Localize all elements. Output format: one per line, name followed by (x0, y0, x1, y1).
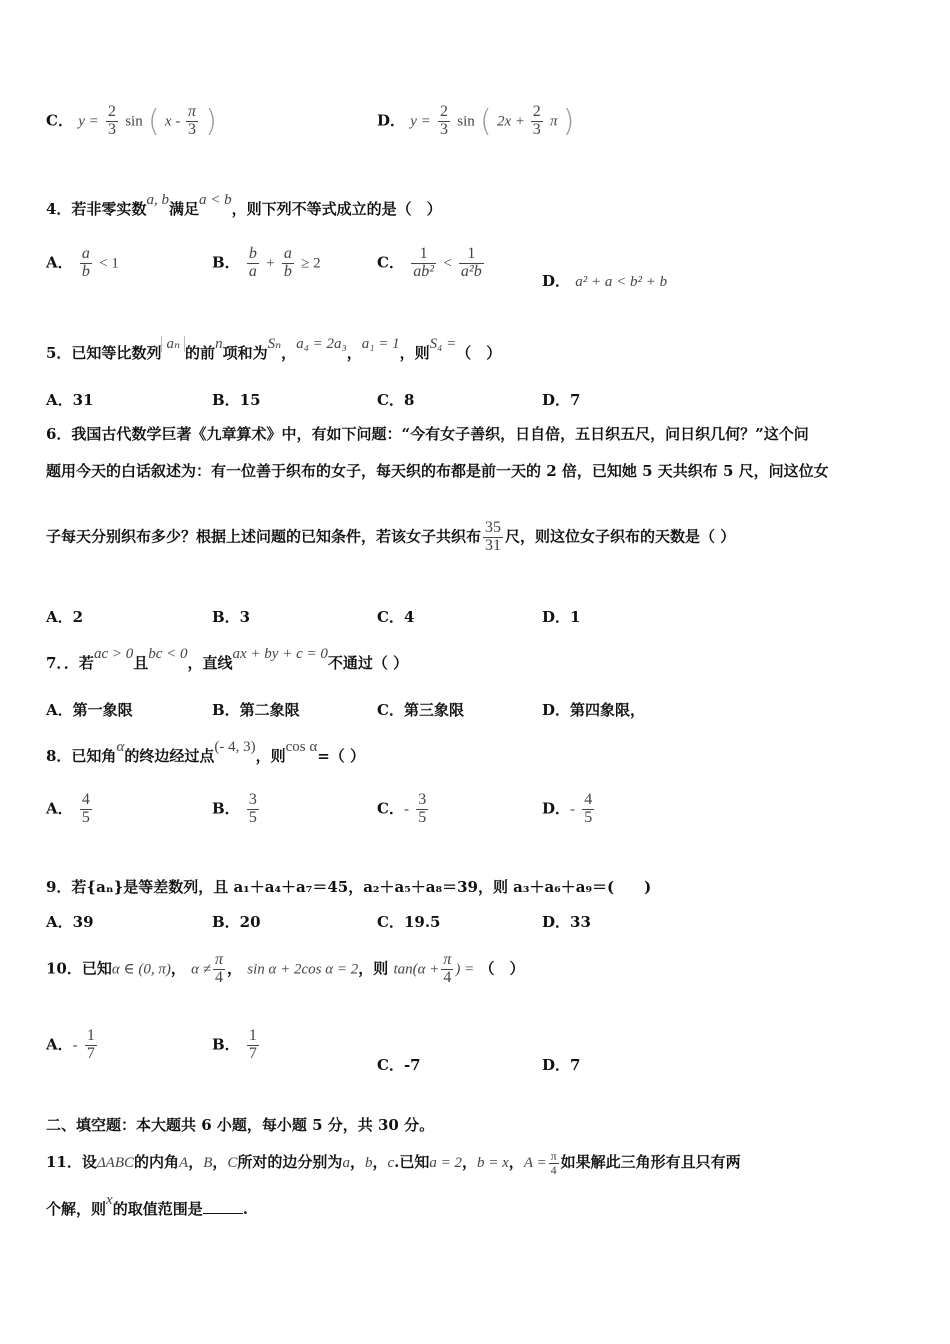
q11-stem-line2: 个解，则x的取值范围是 . (46, 1192, 248, 1218)
q9-option-c[interactable]: C．19.5 (377, 913, 441, 931)
q8-option-a[interactable]: A． $\frac{4}{5}$ (46, 791, 90, 826)
fraction: $\frac{2}{3}$ (107, 103, 116, 138)
q3-option-c[interactable]: C． y = $\frac{2}{3}$ sin ( x - $\frac{\pi}{3}$ ) (46, 103, 218, 139)
pi-symbol: π (549, 113, 558, 130)
sin-fn: sin (125, 113, 143, 130)
math-lhs: y = (78, 113, 99, 130)
fraction: $\frac{\pi}{3}$ (188, 103, 197, 138)
option-label: D． (377, 111, 406, 130)
q10-option-a[interactable]: A．- $\frac{1}{7}$ (46, 1027, 95, 1062)
q11-stem-line1: 11．设ΔABC的内角A，B，C所对的边分别为a，b，c.已知a = 2，b = x，A = $\frac{\pi}{4}$ 如果解此三角形有且只有两 (46, 1149, 741, 1177)
sin-fn: sin (457, 113, 475, 130)
q6-option-a[interactable]: A．2 (46, 608, 84, 626)
math-inner: 2x + (496, 113, 529, 130)
math-inner: x - (164, 113, 185, 130)
fraction: $\frac{2}{3}$ (440, 103, 449, 138)
q8-option-b[interactable]: B． $\frac{3}{5}$ (212, 791, 257, 826)
q9-option-a[interactable]: A．39 (46, 913, 94, 931)
q9-option-d[interactable]: D．33 (542, 913, 591, 931)
math-lhs: y = (410, 113, 431, 130)
q9-stem: 9．若{aₙ}是等差数列，且 a₁＋a₄＋a₇＝45，a₂＋a₅＋a₈＝39，则 a₃＋a₆＋a₉＝( ) (46, 878, 652, 896)
q6-option-c[interactable]: C．4 (377, 608, 415, 626)
q4-option-c[interactable]: C． $\frac{1}{\text{ab²}}$ < $\frac{1}{\text{a²b}}$ (377, 245, 482, 280)
section-heading: 二、填空题：本大题共 6 小题，每小题 5 分，共 30 分。 (46, 1116, 435, 1134)
q7-option-a[interactable]: A．第一象限 (46, 701, 133, 719)
q8-option-d[interactable]: D．- $\frac{4}{5}$ (542, 791, 593, 826)
option-label: C． (46, 111, 73, 130)
q4-stem: 4．若非零实数a, b满足a < b，则下列不等式成立的是（ ） (46, 192, 442, 218)
fraction: $\frac{2}{3}$ (532, 103, 541, 138)
q6-stem-line3: 子每天分别织布多少？根据上述问题的已知条件，若该女子共织布 $\frac{35}{31}$ 尺，则这位女子织布的天数是（ ） (46, 519, 736, 554)
q5-option-d[interactable]: D．7 (542, 391, 581, 409)
q5-option-b[interactable]: B．15 (212, 391, 261, 409)
q4-option-b[interactable]: B． $\frac{b}{a}$ + $\frac{a}{b}$ ≥ 2 (212, 245, 321, 280)
q7-option-c[interactable]: C．第三象限 (377, 701, 464, 719)
q8-stem: 8．已知角α的终边经过点(- 4, 3)，则cos α=（ ） (46, 739, 365, 765)
answer-blank[interactable] (203, 1213, 243, 1214)
q6-option-d[interactable]: D．1 (542, 608, 581, 626)
q10-option-d[interactable]: D．7 (542, 1056, 581, 1074)
q6-stem-line1: 6．我国古代数学巨著《九章算术》中，有如下问题：“今有女子善织，日自倍，五日织五尺，问日织几何？”这个问 (46, 425, 809, 443)
q5-stem: 5．已知等比数列 aₙ 的前n项和为Sₙ，a₄ = 2a₃，a₁ = 1，则S₄ =（ ） (46, 336, 502, 362)
q6-option-b[interactable]: B．3 (212, 608, 251, 626)
q7-option-b[interactable]: B．第二象限 (212, 701, 300, 719)
q10-option-c[interactable]: C．-7 (377, 1056, 421, 1074)
q4-option-a[interactable]: A． $\frac{a}{b}$ < 1 (46, 245, 119, 280)
q9-option-b[interactable]: B．20 (212, 913, 261, 931)
q7-stem: 7．．若ac > 0且bc < 0，直线ax + by + c = 0不通过（ ） (46, 646, 409, 672)
q7-option-d[interactable]: D．第四象限， (542, 701, 646, 719)
q3-option-d[interactable]: D． y = $\frac{2}{3}$ sin ( 2x + $\frac{2}{3}$ π ) (377, 103, 575, 139)
q6-stem-line2: 题用今天的白话叙述为：有一位善于织布的女子，每天织的布都是前一天的 2 倍，已知她 5 天共织布 5 尺，问这位女 (46, 462, 829, 480)
q8-option-c[interactable]: C．- $\frac{3}{5}$ (377, 791, 427, 826)
q4-option-d[interactable]: D． a² + a < b² + b (542, 272, 668, 290)
q10-stem: 10．已知α ∈ (0, π)， α ≠ $\frac{\pi}{4}$ ， sin α + 2cos α = 2，则 tan(α + $\frac{\pi}{4}$ ) = （ ） (46, 951, 525, 986)
q10-option-b[interactable]: B． $\frac{1}{7}$ (212, 1027, 257, 1062)
q5-option-c[interactable]: C．8 (377, 391, 415, 409)
q5-option-a[interactable]: A．31 (46, 391, 94, 409)
